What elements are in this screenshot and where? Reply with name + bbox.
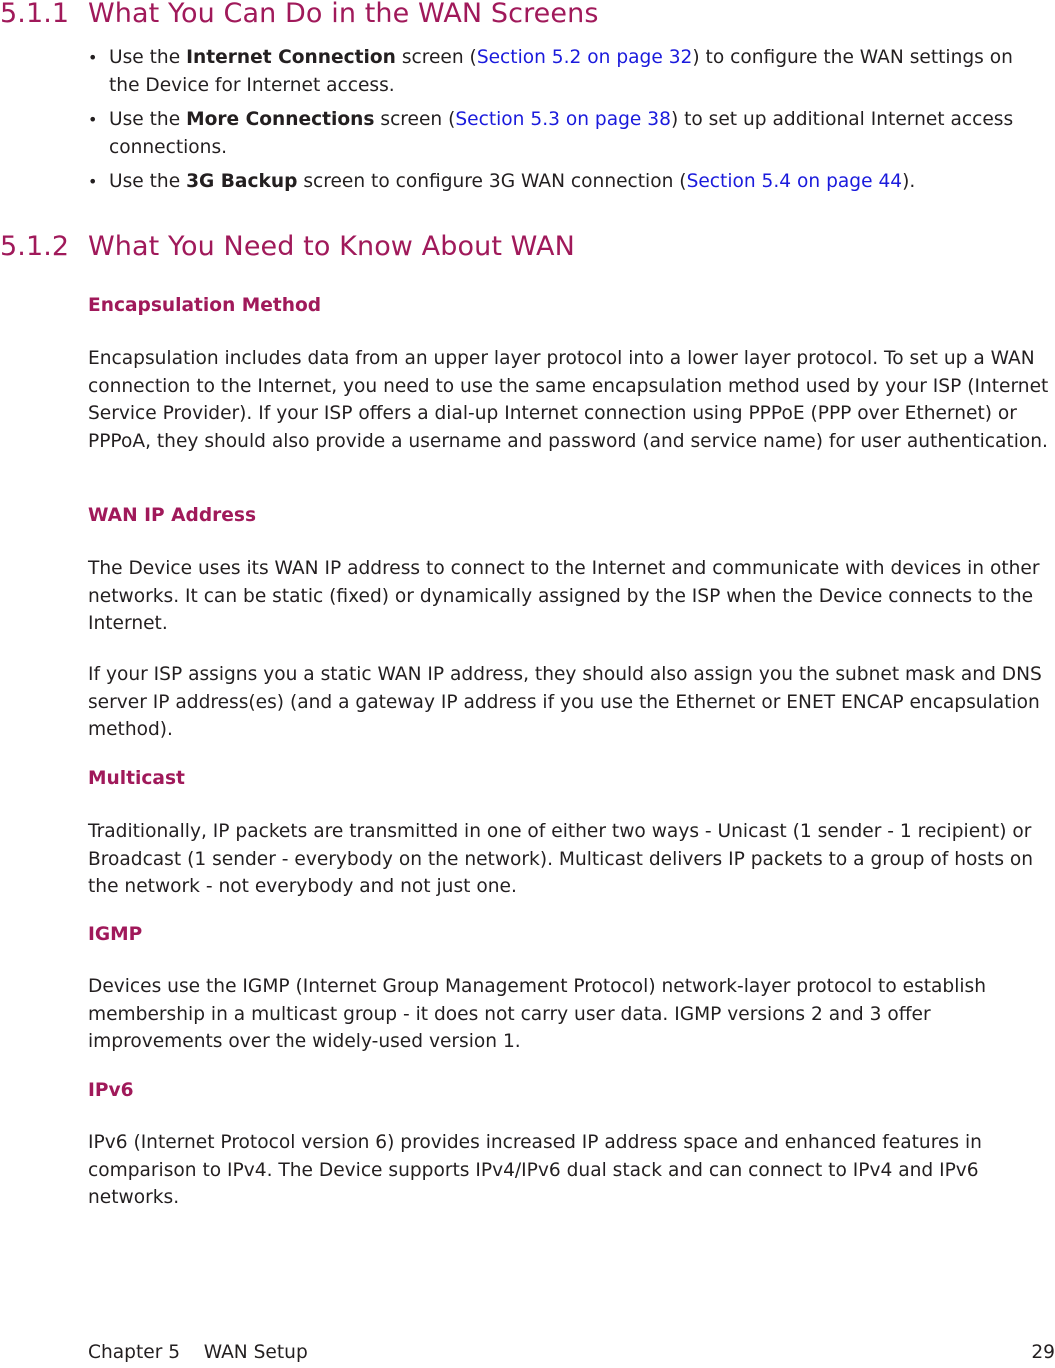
paragraph-wan-ip-1: The Device uses its WAN IP address to connect to the Internet and communicate with devices in other networks. It can be static (fixed) or dynamically assigned by the ISP when the Device connects to the Internet.	[88, 558, 1040, 634]
screen-name: More Connections	[186, 109, 375, 130]
section-heading-5-1-1	[0, 0, 598, 29]
section-number: 5.1.2	[0, 231, 70, 262]
section-title: What You Need to Know About WAN	[88, 231, 575, 262]
paragraph-ipv6: IPv6 (Internet Protocol version 6) provides increased IP address space and enhanced features in comparison to IPv4. The Device supports IPv4/IPv6 dual stack and can connect to IPv4 and IPv6 networks.	[88, 1132, 982, 1208]
bullet-item-3g-backup: • Use the 3G Backup screen to configure 3G WAN connection (Section 5.4 on page 44).	[88, 168, 1048, 196]
bullet-list	[88, 44, 1048, 202]
footer-chapter-title: Chapter 5 WAN Setup	[88, 1342, 308, 1363]
footer-page-number: 29	[1031, 1342, 1055, 1363]
paragraph-multicast: Traditionally, IP packets are transmitted in one of either two ways - Unicast (1 sender - 1 recipient) or Broadcast (1 sender - everybody on the network). Multicast delivers IP packets to a group of hosts on the network - not everybody and not just one.	[88, 821, 1034, 897]
paragraph-encapsulation: Encapsulation includes data from an upper layer protocol into a lower layer protocol. To set up a WAN connection to the Internet, you need to use the same encapsulation method used by your ISP (Internet Service Provider). If your ISP offers a dial-up Internet connection using PPPoE (PPP over Ethernet) or PPPoA, they should also provide a username and password (and service name) for user authentication.	[88, 348, 1049, 452]
subheading-ipv6: IPv6	[88, 1080, 134, 1101]
subheading-igmp: IGMP	[88, 924, 143, 945]
section-heading-5-1-2	[0, 231, 575, 262]
screen-name: 3G Backup	[186, 171, 298, 192]
bullet-item-more-connections: • Use the More Connections screen (Section 5.3 on page 38) to set up additional Internet access connections.	[88, 106, 1048, 162]
subheading-multicast: Multicast	[88, 768, 185, 789]
bullet-dot-icon: •	[88, 48, 98, 67]
subheading-wan-ip-address: WAN IP Address	[88, 505, 257, 526]
cross-reference-link[interactable]: Section 5.4 on page 44	[686, 171, 903, 192]
screen-name: Internet Connection	[186, 47, 396, 68]
section-title: What You Can Do in the WAN Screens	[88, 0, 599, 29]
subheading-encapsulation-method: Encapsulation Method	[88, 295, 322, 316]
cross-reference-link[interactable]: Section 5.3 on page 38	[455, 109, 671, 130]
paragraph-wan-ip-2: If your ISP assigns you a static WAN IP address, they should also assign you the subnet mask and DNS server IP address(es) (and a gateway IP address if you use the Ethernet or ENET ENCAP encapsulation method).	[88, 664, 1042, 740]
bullet-dot-icon: •	[88, 172, 98, 191]
section-number: 5.1.1	[0, 0, 70, 29]
bullet-dot-icon: •	[88, 110, 98, 129]
cross-reference-link[interactable]: Section 5.2 on page 32	[476, 47, 693, 68]
bullet-item-internet-connection: • Use the Internet Connection screen (Section 5.2 on page 32) to configure the WAN settings on the Device for Internet access.	[88, 44, 1048, 100]
paragraph-igmp: Devices use the IGMP (Internet Group Management Protocol) network-layer protocol to establish membership in a multicast group - it does not carry user data. IGMP versions 2 and 3 offer improvements over the widely-used version 1.	[88, 976, 987, 1052]
